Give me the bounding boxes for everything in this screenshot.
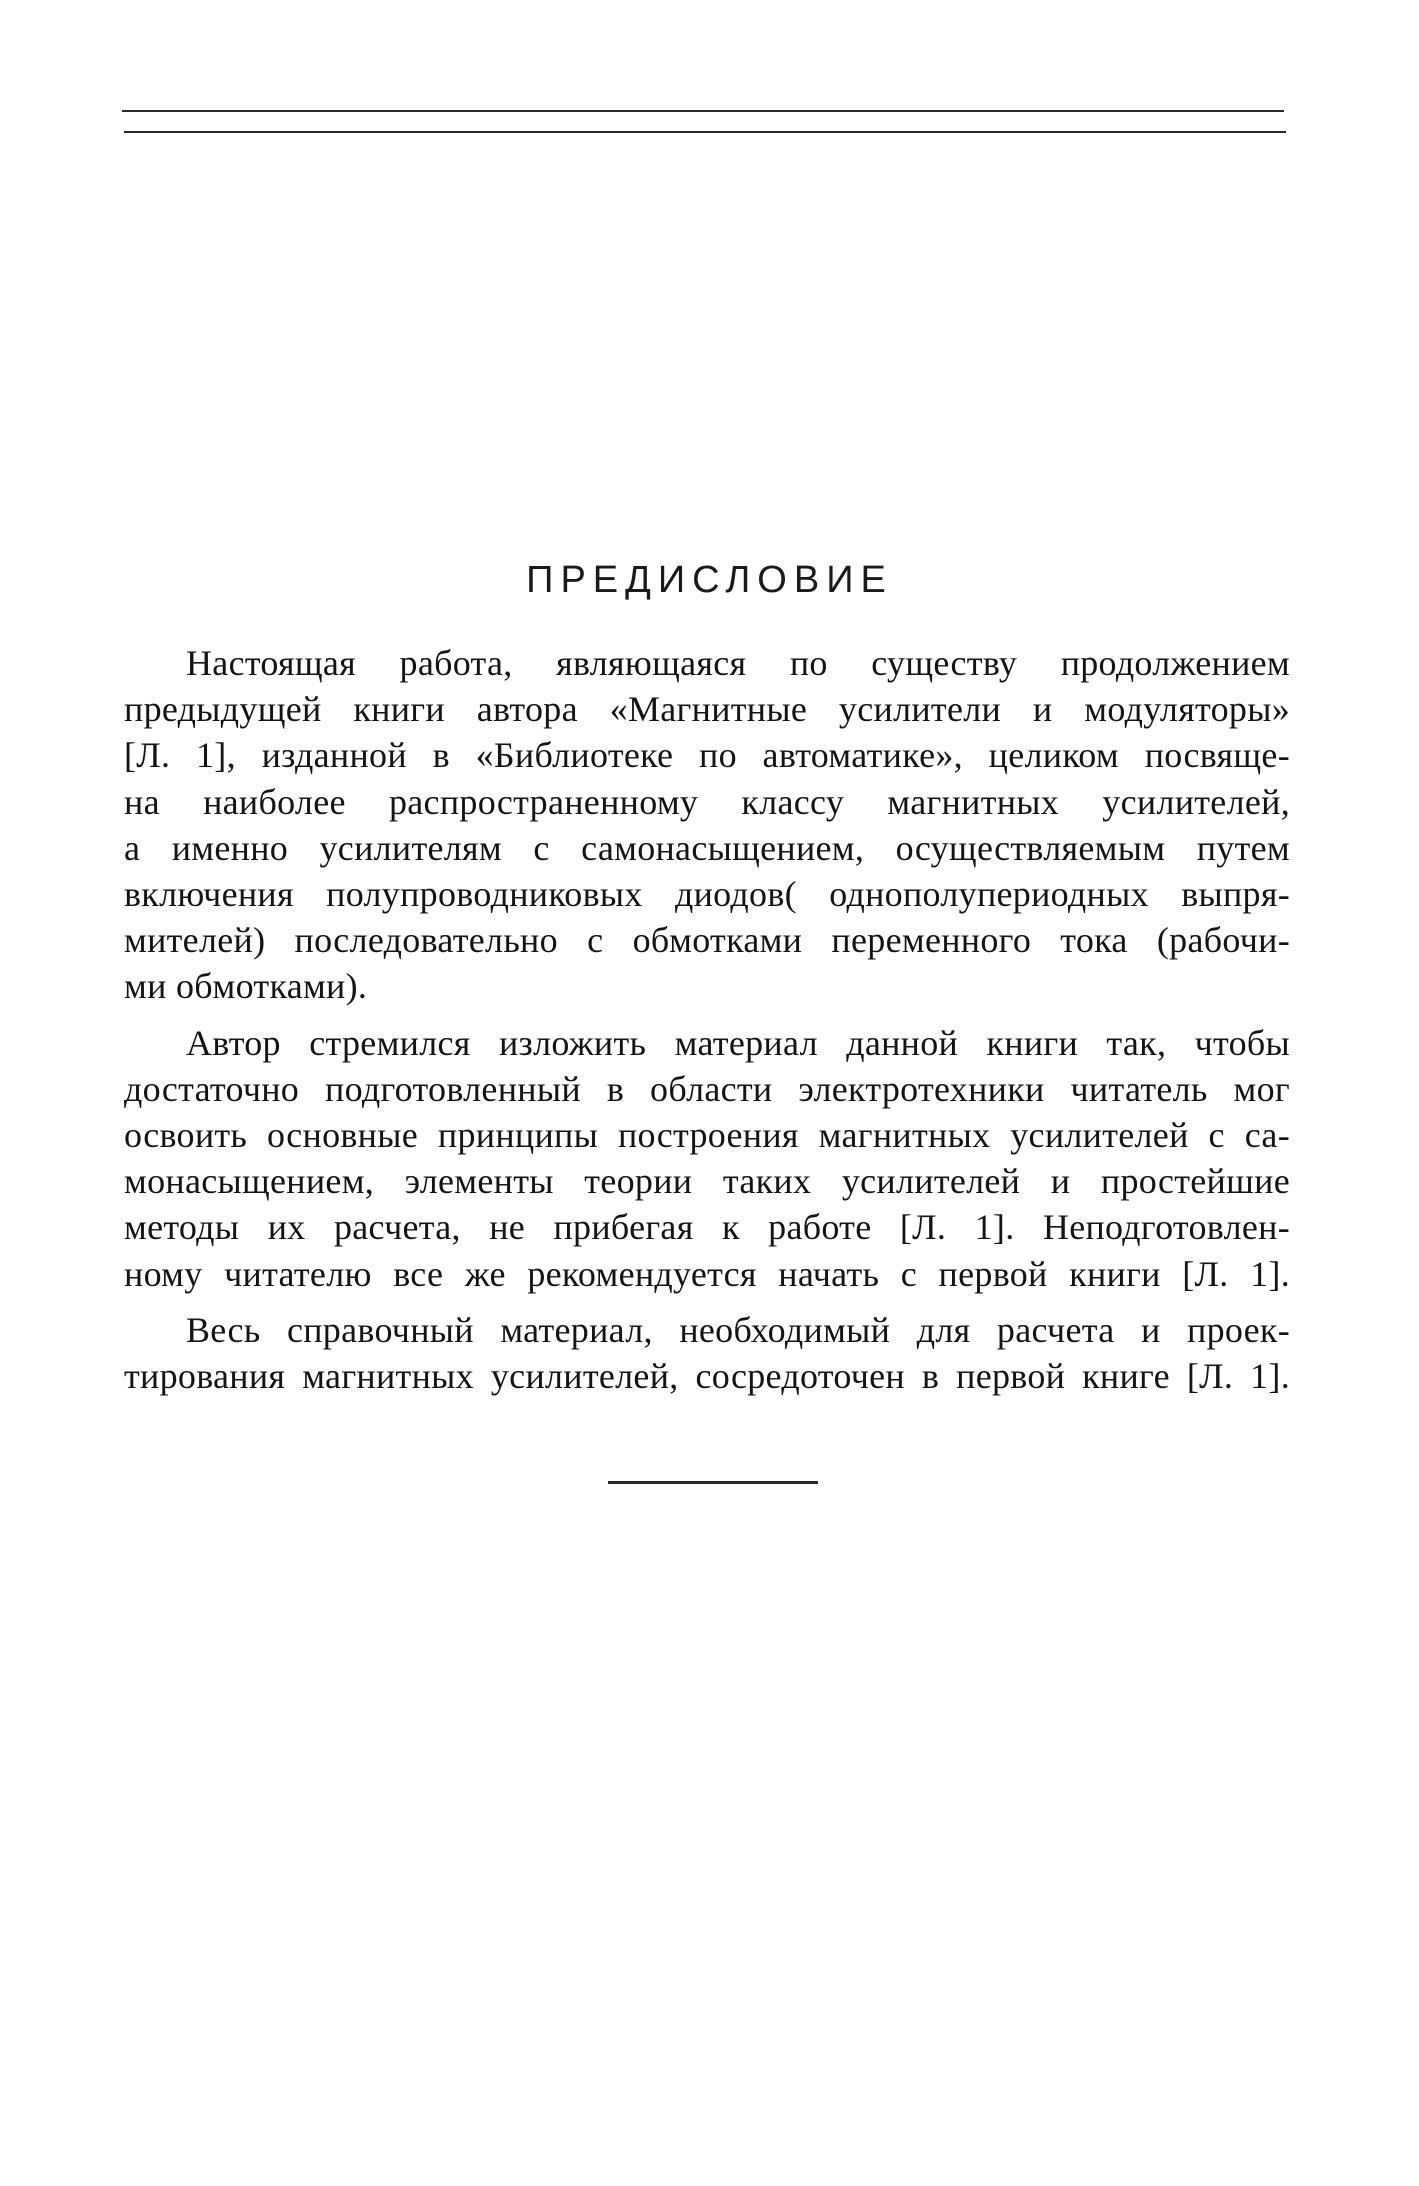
paragraph-line: Весь справочный материал, необходимый для расчета и проек- bbox=[186, 1309, 1290, 1350]
closing-rule bbox=[608, 1481, 818, 1484]
paragraph-line: тирования магнитных усилителей, сосредоточен в первой книге [Л. 1]. bbox=[124, 1356, 1290, 1397]
top-rule-upper bbox=[122, 110, 1284, 112]
paragraph-line: [Л. 1], изданной в «Библиотеке по автоматике», целиком посвяще- bbox=[124, 735, 1290, 776]
paragraph-line: а именно усилителям с самонасыщением, осуществляемым путем bbox=[124, 827, 1290, 868]
page-title: ПРЕДИСЛОВИЕ bbox=[526, 559, 893, 601]
paragraph-1 bbox=[124, 640, 1290, 1010]
paragraph-line: мителей) последовательно с обмотками переменного тока (рабочи- bbox=[124, 920, 1290, 961]
paragraph-line: монасыщением, элементы теории таких усилителей и простейшие bbox=[124, 1161, 1290, 1202]
preface-body bbox=[124, 640, 1290, 1409]
paragraph-3 bbox=[124, 1307, 1290, 1399]
paragraph-line: предыдущей книги автора «Магнитные усилители и модуляторы» bbox=[124, 689, 1290, 730]
paragraph-line: ми обмотками). bbox=[124, 966, 368, 1007]
paragraph-line: методы их расчета, не прибегая к работе [Л. 1]. Неподготовлен- bbox=[124, 1207, 1290, 1248]
paragraph-line: Настоящая работа, являющаяся по существу продолжением bbox=[186, 643, 1290, 683]
paragraph-line: на наиболее распространенному классу магнитных усилителей, bbox=[124, 781, 1290, 822]
paragraph-line: достаточно подготовленный в области электротехники читатель мог bbox=[124, 1068, 1290, 1109]
paragraph-2 bbox=[124, 1020, 1290, 1297]
top-rule-lower bbox=[124, 131, 1286, 133]
paragraph-line: включения полупроводниковых диодов( однополупериодных выпря- bbox=[124, 874, 1290, 915]
paragraph-line: освоить основные принципы построения магнитных усилителей с са- bbox=[124, 1115, 1290, 1156]
paragraph-line: Автор стремился изложить материал данной книги так, чтобы bbox=[186, 1022, 1290, 1063]
paragraph-line: ному читателю все же рекомендуется начать с первой книги [Л. 1]. bbox=[124, 1253, 1290, 1294]
